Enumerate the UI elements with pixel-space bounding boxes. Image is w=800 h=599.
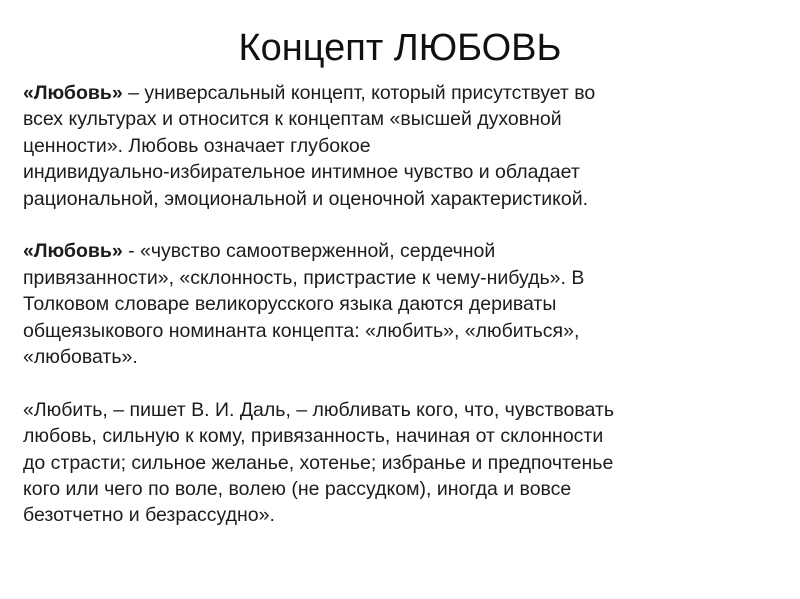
text-line: ценности». Любовь означает глубокое bbox=[23, 134, 371, 157]
text-line: всех культурах и относится к концептам «высшей духовной bbox=[23, 108, 562, 131]
slide-body bbox=[23, 80, 793, 529]
text-line: любовь, сильную к кому, привязанность, начиная от склонности bbox=[23, 425, 604, 448]
paragraph-spacer bbox=[23, 212, 793, 238]
text-line bbox=[23, 80, 793, 106]
text-line: до страсти; сильное желанье, хотенье; избранье и предпочтенье bbox=[23, 451, 614, 474]
slide-title: Концепт ЛЮБОВЬ bbox=[238, 27, 562, 69]
text-line: кого или чего по воле, волею (не рассудком), иногда и вовсе bbox=[23, 478, 572, 501]
text-line: «Любить, – пишет В. И. Даль, – любливать кого, что, чувствовать bbox=[23, 398, 615, 421]
text-line: индивидуально-избирательное интимное чувство и обладает bbox=[23, 161, 580, 184]
text-fragment: - «чувство самоотверженной, сердечной bbox=[122, 240, 496, 263]
text-fragment: – универсальный концепт, который присутствует во bbox=[122, 82, 596, 104]
text-line: общеязыкового номинанта концепта: «любить», «любиться», bbox=[23, 319, 580, 342]
paragraph-dahl-quote bbox=[23, 397, 793, 529]
text-line bbox=[23, 238, 793, 264]
paragraph-love-definition bbox=[23, 80, 793, 212]
paragraph-spacer bbox=[23, 370, 793, 396]
text-line: «любовать». bbox=[23, 346, 138, 369]
text-line: безотчетно и безрассудно». bbox=[23, 504, 275, 527]
paragraph-love-dictionary bbox=[23, 238, 793, 370]
term-love: «Любовь» bbox=[23, 82, 123, 104]
text-line: Толковом словаре великорусского языка даются дериваты bbox=[23, 293, 557, 316]
text-line: рациональной, эмоциональной и оценочной характеристикой. bbox=[23, 187, 589, 210]
term-love: «Любовь» bbox=[23, 240, 123, 263]
text-line: привязанности», «склонность, пристрастие к чему-нибудь». В bbox=[23, 266, 585, 289]
